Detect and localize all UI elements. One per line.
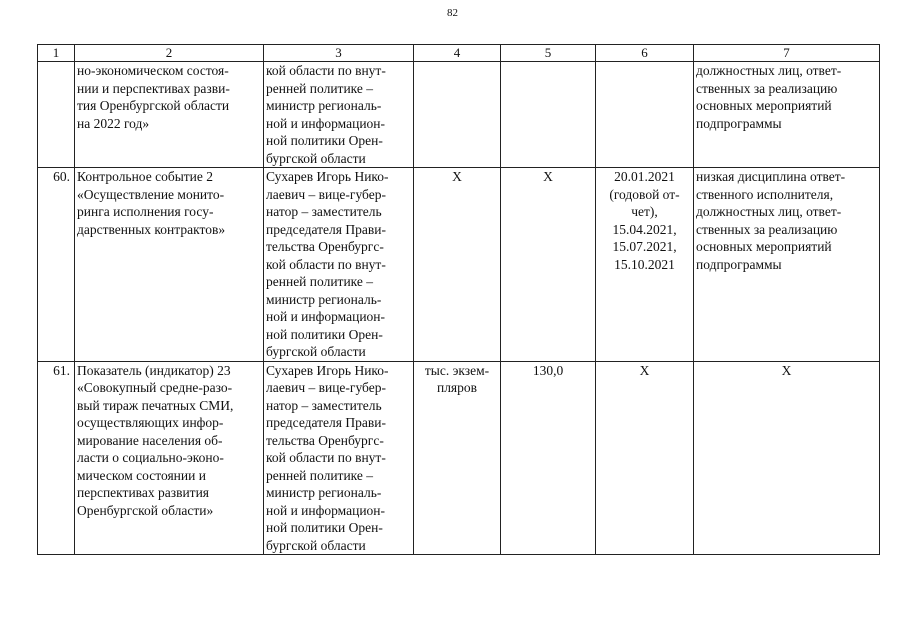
text-line: ной политики Орен- <box>266 520 383 535</box>
text-line: ренней политике – <box>266 80 374 96</box>
text-line: перспективах развития <box>77 485 210 500</box>
text-line: ной и информацион- <box>266 309 386 324</box>
text-line: тельства Оренбургс- <box>266 432 384 448</box>
text-line: министр региональ- <box>266 485 382 500</box>
text-line: лаевич – вице-губер- <box>266 380 386 395</box>
text-line: 20.01.2021 <box>614 169 675 184</box>
text-line: натор – заместитель <box>266 397 382 413</box>
text-line: Сухарев Игорь Нико- <box>266 362 389 378</box>
responsible-cell <box>264 168 414 362</box>
text-line: лаевич – вице-губер- <box>266 186 386 202</box>
text-line: подпрограммы <box>696 115 782 131</box>
deadline-cell <box>596 62 694 168</box>
risk-cell <box>694 168 880 362</box>
column-header: 4 <box>414 45 501 62</box>
unit-cell: X <box>414 168 501 362</box>
text-line: министр региональ- <box>266 291 382 307</box>
text-line: председателя Прави- <box>266 415 386 430</box>
text-line: 15.04.2021, <box>612 221 677 237</box>
text-line: Оренбургской области» <box>77 502 214 518</box>
unit-cell <box>414 62 501 168</box>
text-line: нии и перспективах разви- <box>77 80 230 96</box>
text-line: кой области по внут- <box>266 256 386 272</box>
risk-cell <box>694 62 880 168</box>
table-row <box>38 62 880 168</box>
text-line: мическом состоянии и <box>77 467 206 483</box>
column-header: 2 <box>75 45 264 62</box>
text-line: тыс. экзем- <box>424 362 490 378</box>
text-line: бургской области <box>266 150 366 166</box>
text-line: дарственных контрактов» <box>77 221 226 237</box>
text-line: основных мероприятий <box>696 98 832 113</box>
risk-cell: X <box>694 361 880 555</box>
text-line: вый тираж печатных СМИ, <box>77 397 234 413</box>
text-line: Показатель (индикатор) 23 <box>77 362 231 378</box>
value-cell <box>501 62 596 168</box>
text-line: чет), <box>631 204 658 219</box>
column-header: 7 <box>694 45 880 62</box>
text-line: Сухарев Игорь Нико- <box>266 169 389 184</box>
row-number: 61. <box>38 361 75 555</box>
text-line: председателя Прави- <box>266 221 386 237</box>
text-line: министр региональ- <box>266 98 382 113</box>
column-header: 3 <box>264 45 414 62</box>
text-line: «Совокупный средне-разо- <box>77 380 233 395</box>
header-row <box>38 45 880 62</box>
item-name-cell <box>75 168 264 362</box>
text-line: ной и информацион- <box>266 115 386 131</box>
text-line: кой области по внут- <box>266 450 386 465</box>
column-header: 5 <box>501 45 596 62</box>
text-line: бургской области <box>266 344 366 359</box>
responsible-cell <box>264 361 414 555</box>
row-number <box>38 62 75 168</box>
activity-table <box>37 44 880 555</box>
text-line: ственного исполнителя, <box>696 186 834 202</box>
table-row <box>38 361 880 555</box>
deadline-cell <box>596 168 694 362</box>
text-line: Контрольное событие 2 <box>77 169 214 184</box>
text-line: пляров <box>436 380 478 395</box>
text-line: на 2022 год» <box>77 115 150 131</box>
column-header: 1 <box>38 45 75 62</box>
text-line: ринга исполнения госу- <box>77 204 214 219</box>
text-line: низкая дисциплина ответ- <box>696 169 846 184</box>
text-line: ной и информацион- <box>266 502 386 518</box>
text-line: кой области по внут- <box>266 63 386 78</box>
text-line: (годовой от- <box>609 186 680 202</box>
responsible-cell <box>264 62 414 168</box>
text-line: но-экономическом состоя- <box>77 63 229 78</box>
text-line: ственных за реализацию <box>696 221 838 237</box>
value-cell: X <box>501 168 596 362</box>
text-line: подпрограммы <box>696 256 782 272</box>
row-number: 60. <box>38 168 75 362</box>
text-line: 15.07.2021, <box>612 239 677 254</box>
deadline-cell: X <box>596 361 694 555</box>
text-line: осуществляющих инфор- <box>77 415 224 430</box>
text-line: натор – заместитель <box>266 204 382 219</box>
text-line: мирование населения об- <box>77 432 223 448</box>
text-line: должностных лиц, ответ- <box>696 63 842 78</box>
text-line: основных мероприятий <box>696 239 832 254</box>
text-line: ной политики Орен- <box>266 326 383 342</box>
text-line: ной политики Орен- <box>266 133 383 148</box>
unit-cell <box>414 361 501 555</box>
text-line: тельства Оренбургс- <box>266 239 384 254</box>
text-line: ренней политике – <box>266 274 374 289</box>
text-line: «Осуществление монито- <box>77 186 225 202</box>
value-cell: 130,0 <box>501 361 596 555</box>
text-line: бургской области <box>266 537 366 553</box>
text-line: 15.10.2021 <box>614 256 675 272</box>
page-number: 82 <box>447 7 458 19</box>
item-name-cell <box>75 361 264 555</box>
text-line: должностных лиц, ответ- <box>696 204 842 219</box>
text-line: тия Оренбургской области <box>77 98 230 113</box>
text-line: ренней политике – <box>266 467 374 483</box>
text-line: ласти о социально-эконо- <box>77 450 224 465</box>
item-name-cell <box>75 62 264 168</box>
table-row <box>38 168 880 362</box>
column-header: 6 <box>596 45 694 62</box>
text-line: ственных за реализацию <box>696 80 838 96</box>
